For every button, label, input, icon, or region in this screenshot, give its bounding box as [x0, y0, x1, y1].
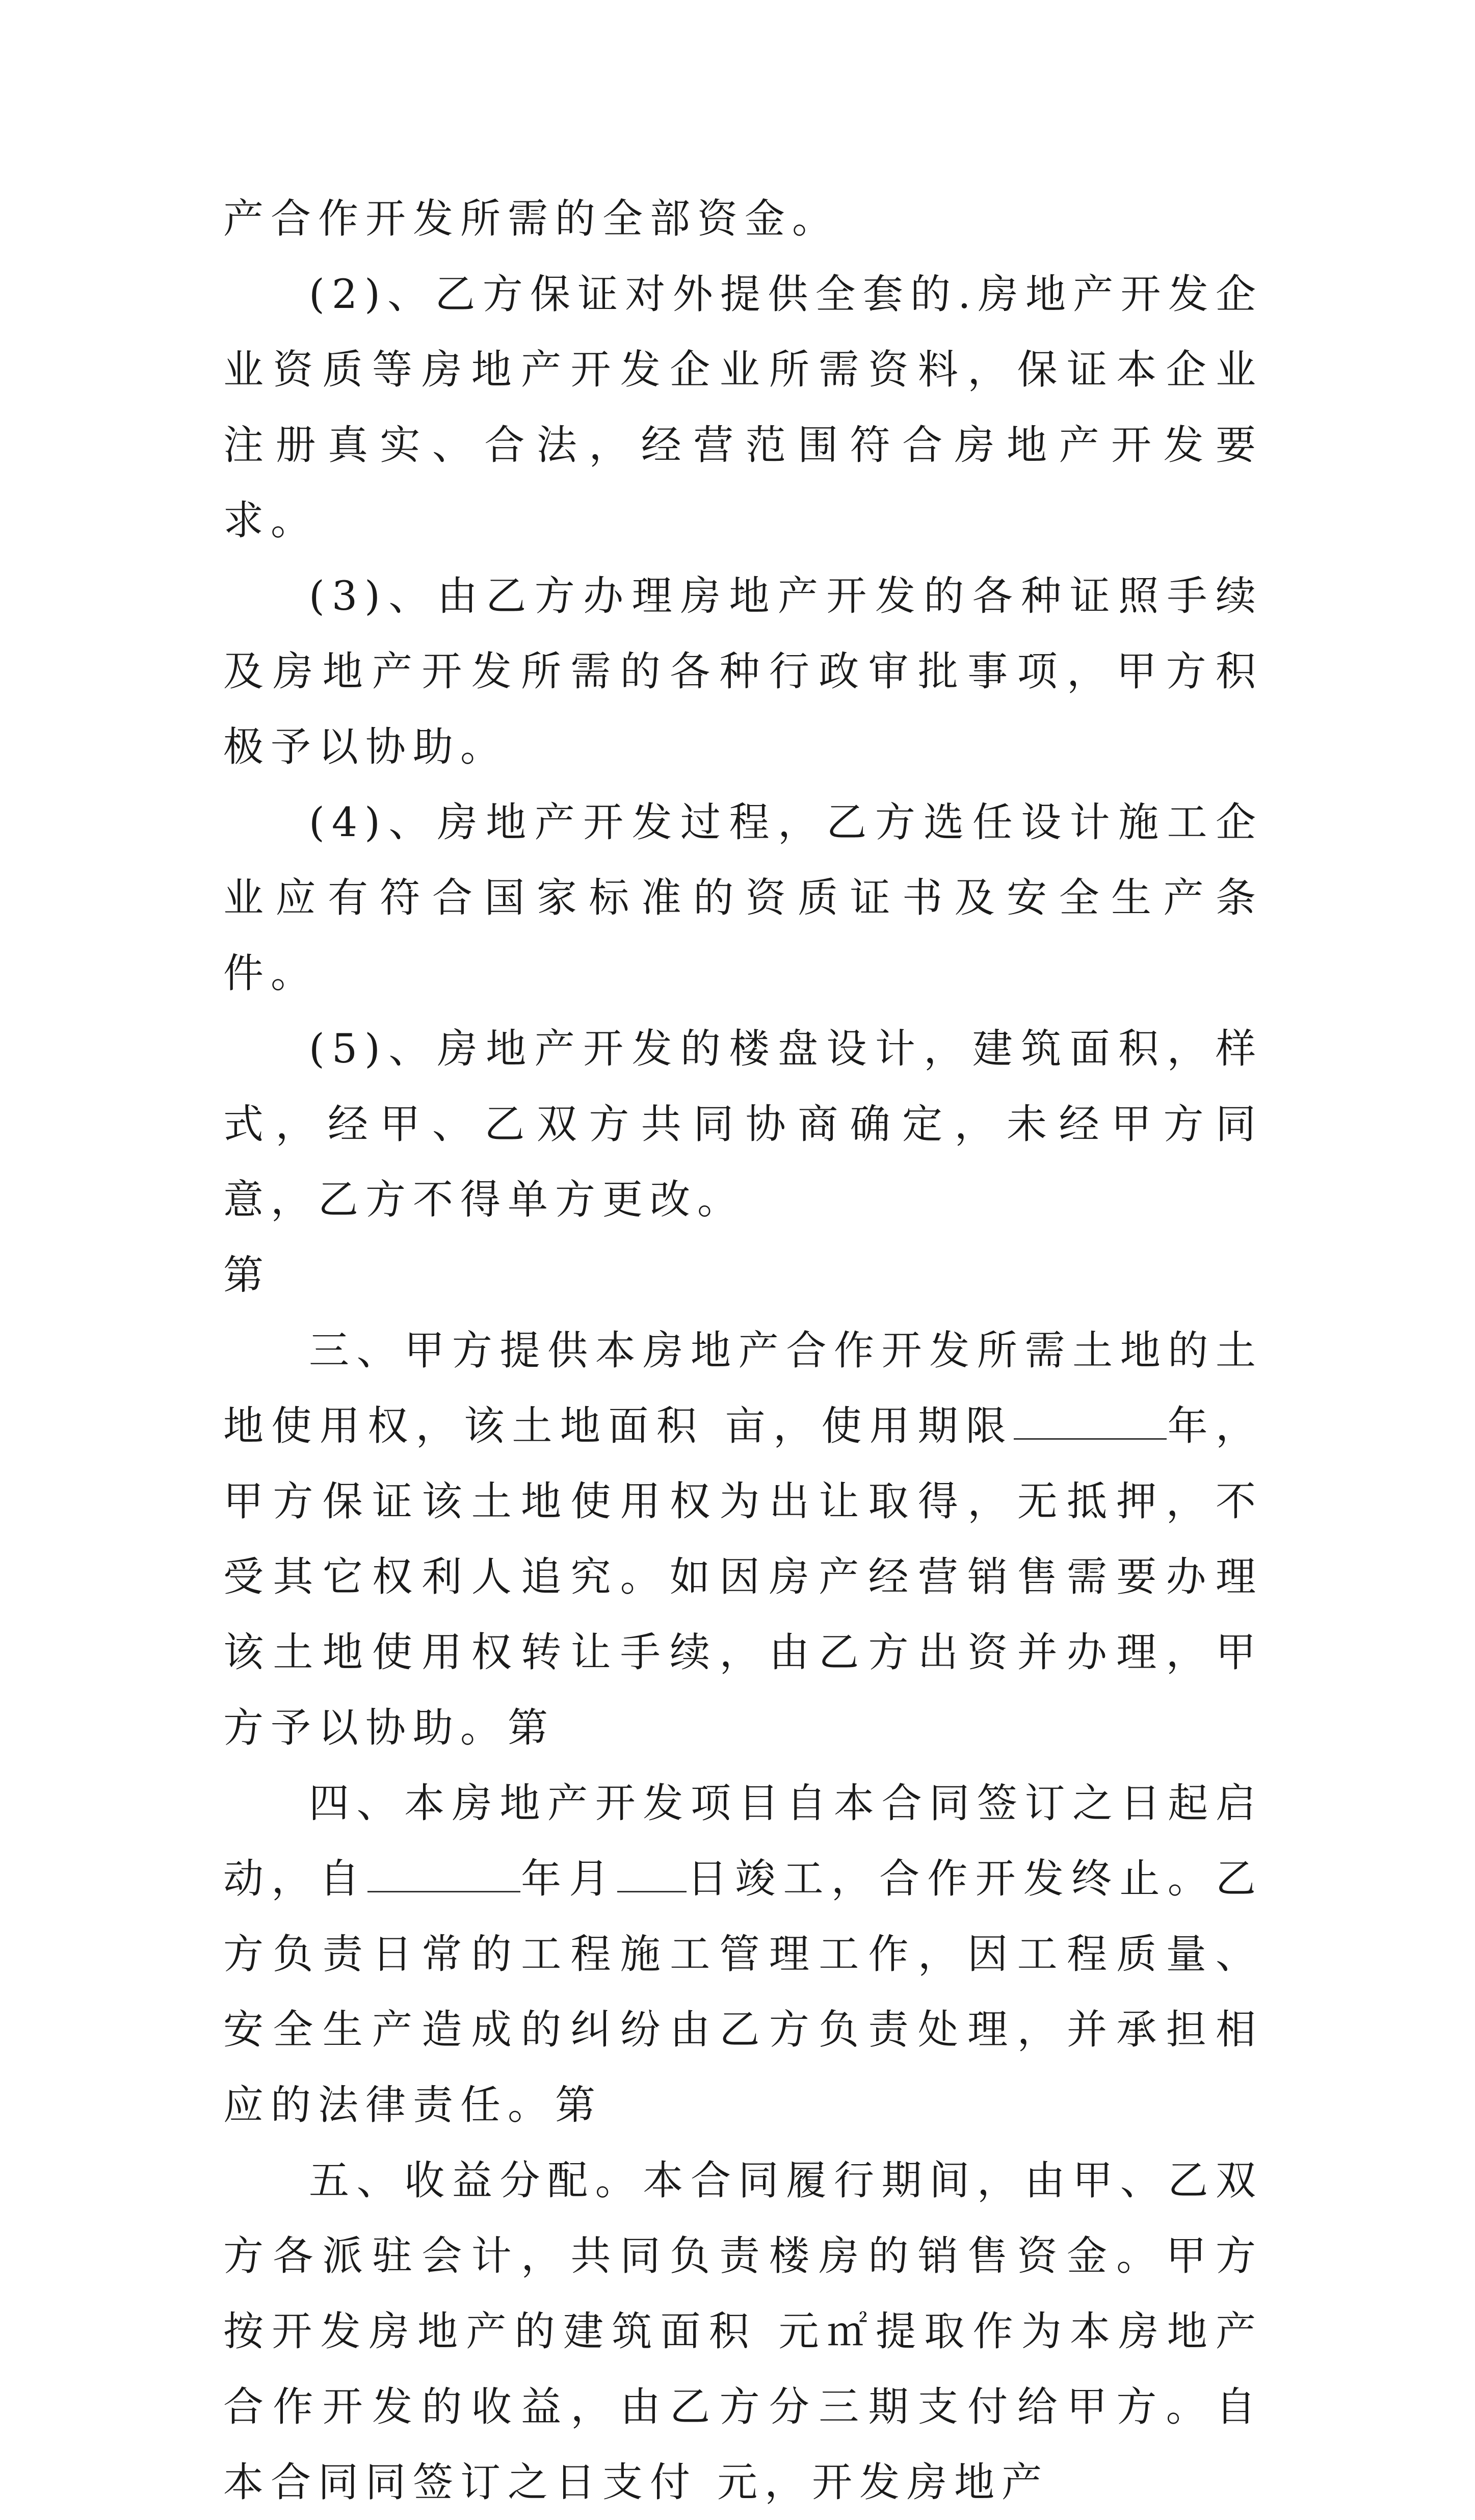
completion-year-blank — [367, 1855, 520, 1892]
section-4-text-b: 年月 — [520, 1855, 617, 1902]
completion-day-blank — [617, 1855, 687, 1892]
document-body — [223, 181, 1263, 2520]
term-years-blank — [1014, 1402, 1167, 1440]
paragraph-item-2: (2)、乙方保证对外提供全套的.房地产开发企业资质等房地产开发企业所需资料，保证本企业注册真实、合法，经营范围符合房地产开发要求。 — [223, 271, 1263, 544]
section-3-text-b: 年，甲方保证该土地使用权为出让取得，无抵押，不受其它权利人追究。如因房产经营销售需要办理该土地使用权转让手续，由乙方出资并办理，甲方予以协助。第 — [223, 1402, 1263, 1751]
section-4-text-a: 四、本房地产开发项目自本合同签订之日起启动，自 — [223, 1780, 1263, 1902]
paragraph-section-3 — [223, 1313, 1263, 1765]
section-4-text-c: 日竣工，合作开发终止。乙方负责日常的工程施工管理工作，因工程质量、安全生产造成的纠纷由乙方负责处理，并承担相应的法律责任。第 — [223, 1855, 1263, 2128]
paragraph-funding-continuation: 产合作开发所需的全部资金。 — [223, 195, 839, 242]
paragraph-article-marker: 第 — [223, 1252, 271, 1298]
paragraph-item-5: (5)、房地产开发的楼盘设计，建筑面积，样式，经甲、乙双方共同协商确定，未经甲方同意，乙方不得单方更改。 — [223, 1025, 1263, 1223]
section-3-text-a: 三、甲方提供本房地产合作开发所需土地的土地使用权，该土地面积 亩，使用期限 — [223, 1327, 1263, 1449]
paragraph-section-4 — [223, 1765, 1263, 2143]
paragraph-item-4: (4)、房地产开发过程，乙方选任设计施工企业应有符合国家标准的资质证书及安全生产条件。 — [223, 799, 1263, 997]
paragraph-item-3: (3)、由乙方办理房地产开发的各种证照手续及房地产开发所需的各种行政审批事项，甲方积极予以协助。 — [223, 573, 1263, 770]
paragraph-section-5: 五、收益分配。本合同履行期间，由甲、乙双方各派驻会计，共同负责楼房的销售资金。甲方按开发房地产的建筑面积 元㎡提取作为本房地产合作开发的收益，由乙方分三期支付给甲方。自本合同同签订之日支付 元，开发房地产 — [223, 2157, 1263, 2506]
